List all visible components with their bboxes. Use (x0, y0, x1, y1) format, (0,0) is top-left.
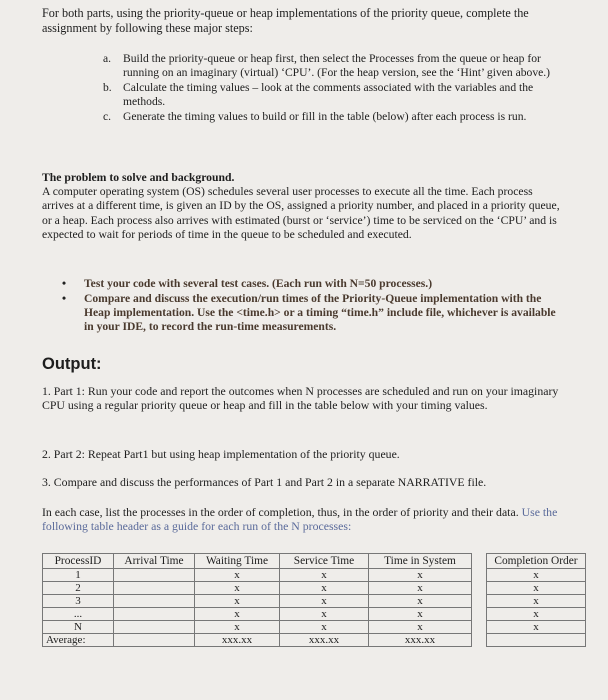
cell-service: x (280, 621, 369, 634)
cell-average-time-in-system: xxx.xx (369, 634, 472, 647)
bullet-dot-icon: • (62, 277, 67, 290)
step-b (103, 81, 558, 108)
output-heading: Output: (42, 355, 102, 373)
bullet-list (62, 277, 562, 335)
col-header-processid: ProcessID (43, 554, 114, 569)
cell-service: x (280, 595, 369, 608)
step-label: b. (103, 81, 112, 95)
problem-body: A computer operating system (OS) schedules several user processes to execute all the time. Each process arrives at a different time, is given an ID by the OS, assigned a priority number, and placed in a priority queue, or a heap. Each process also arrives with estimated (burst or ‘service’) time to be serviced on the ‘CPU’ and is expected to wait for periods of time in the queue to be scheduled and executed. (42, 185, 560, 241)
step-label: c. (103, 110, 112, 124)
bullet-item (62, 292, 562, 334)
problem-section (42, 171, 562, 242)
cell-service: x (280, 608, 369, 621)
col-header-waiting-time: Waiting Time (195, 554, 280, 569)
bullet-text: Compare and discuss the execution/run times of the Priority-Queue implementation with the Heap implementation. Use the <time.h> or a timing “time.h” include file, whichever is available in your IDE, to record the run-time measurements. (84, 292, 556, 333)
cell-process-id: 1 (43, 569, 114, 582)
cell-process-id: 3 (43, 595, 114, 608)
cell-process-id: N (43, 621, 114, 634)
column-gap (472, 621, 487, 634)
problem-heading: The problem to solve and background. (42, 171, 235, 184)
column-gap (472, 582, 487, 595)
step-text: Build the priority-queue or heap first, then select the Processes from the queue or heap for running on an imaginary (virtual) ‘CPU’. (For the heap version, see the ‘Hint’ given above.) (123, 52, 551, 79)
col-header-completion-order: Completion Order (487, 554, 586, 569)
cell-waiting: x (195, 595, 280, 608)
column-gap (472, 608, 487, 621)
cell-arrival (114, 634, 195, 647)
cell-completion: x (487, 608, 586, 621)
bullet-dot-icon: • (62, 292, 67, 305)
table-header-row (43, 554, 586, 569)
step-text: Generate the timing values to build or fill in the table (below) after each process is run. (123, 110, 527, 124)
cell-waiting: x (195, 582, 280, 595)
cell-service: x (280, 582, 369, 595)
table-row (43, 621, 586, 634)
guide-text: In each case, list the processes in the order of completion, thus, in the order of priority and their data. (42, 505, 519, 519)
table-average-row (43, 634, 586, 647)
cell-process-id: ... (43, 608, 114, 621)
cell-time-in-system: x (369, 582, 472, 595)
table-row (43, 569, 586, 582)
intro-paragraph: For both parts, using the priority-queue or heap implementations of the priority queue, complete the assignment by following these major steps: (42, 6, 529, 35)
bullet-text: Test your code with several test cases. (Each run with N=50 processes.) (84, 277, 433, 290)
column-gap (472, 554, 487, 569)
cell-time-in-system: x (369, 621, 472, 634)
timing-table (42, 553, 586, 647)
cell-service: x (280, 569, 369, 582)
col-header-arrival-time: Arrival Time (114, 554, 195, 569)
output-guide (42, 505, 562, 533)
column-gap (472, 595, 487, 608)
cell-time-in-system: x (369, 595, 472, 608)
cell-time-in-system: x (369, 608, 472, 621)
output-part1: 1. Part 1: Run your code and report the outcomes when N processes are scheduled and run on your imaginary CPU using a regular priority queue or heap and fill in the table below with your timing values. (42, 384, 559, 413)
guide-text-highlight: Use the following table header as a guide for each run of the N processes: (42, 505, 558, 534)
step-a (103, 52, 558, 79)
step-c (103, 110, 558, 124)
cell-completion: x (487, 621, 586, 634)
cell-completion: x (487, 582, 586, 595)
col-header-time-in-system: Time in System (369, 554, 472, 569)
col-header-service-time: Service Time (280, 554, 369, 569)
table-row (43, 582, 586, 595)
cell-completion: x (487, 569, 586, 582)
output-part3: 3. Compare and discuss the performances of Part 1 and Part 2 in a separate NARRATIVE file. (42, 475, 487, 489)
cell-average-label: Average: (43, 634, 114, 647)
table-row (43, 608, 586, 621)
cell-time-in-system: x (369, 569, 472, 582)
cell-waiting: x (195, 608, 280, 621)
steps-list (103, 52, 558, 126)
cell-waiting: x (195, 621, 280, 634)
cell-arrival (114, 569, 195, 582)
cell-process-id: 2 (43, 582, 114, 595)
cell-arrival (114, 595, 195, 608)
cell-average-service: xxx.xx (280, 634, 369, 647)
table-row (43, 595, 586, 608)
cell-arrival (114, 608, 195, 621)
cell-completion: x (487, 595, 586, 608)
cell-average-waiting: xxx.xx (195, 634, 280, 647)
cell-arrival (114, 621, 195, 634)
bullet-item (62, 277, 562, 291)
cell-waiting: x (195, 569, 280, 582)
cell-completion (487, 634, 586, 647)
step-text: Calculate the timing values – look at the comments associated with the variables and the methods. (123, 81, 534, 108)
column-gap (472, 634, 487, 647)
column-gap (472, 569, 487, 582)
output-part2: 2. Part 2: Repeat Part1 but using heap implementation of the priority queue. (42, 447, 400, 461)
step-label: a. (103, 52, 112, 65)
cell-arrival (114, 582, 195, 595)
